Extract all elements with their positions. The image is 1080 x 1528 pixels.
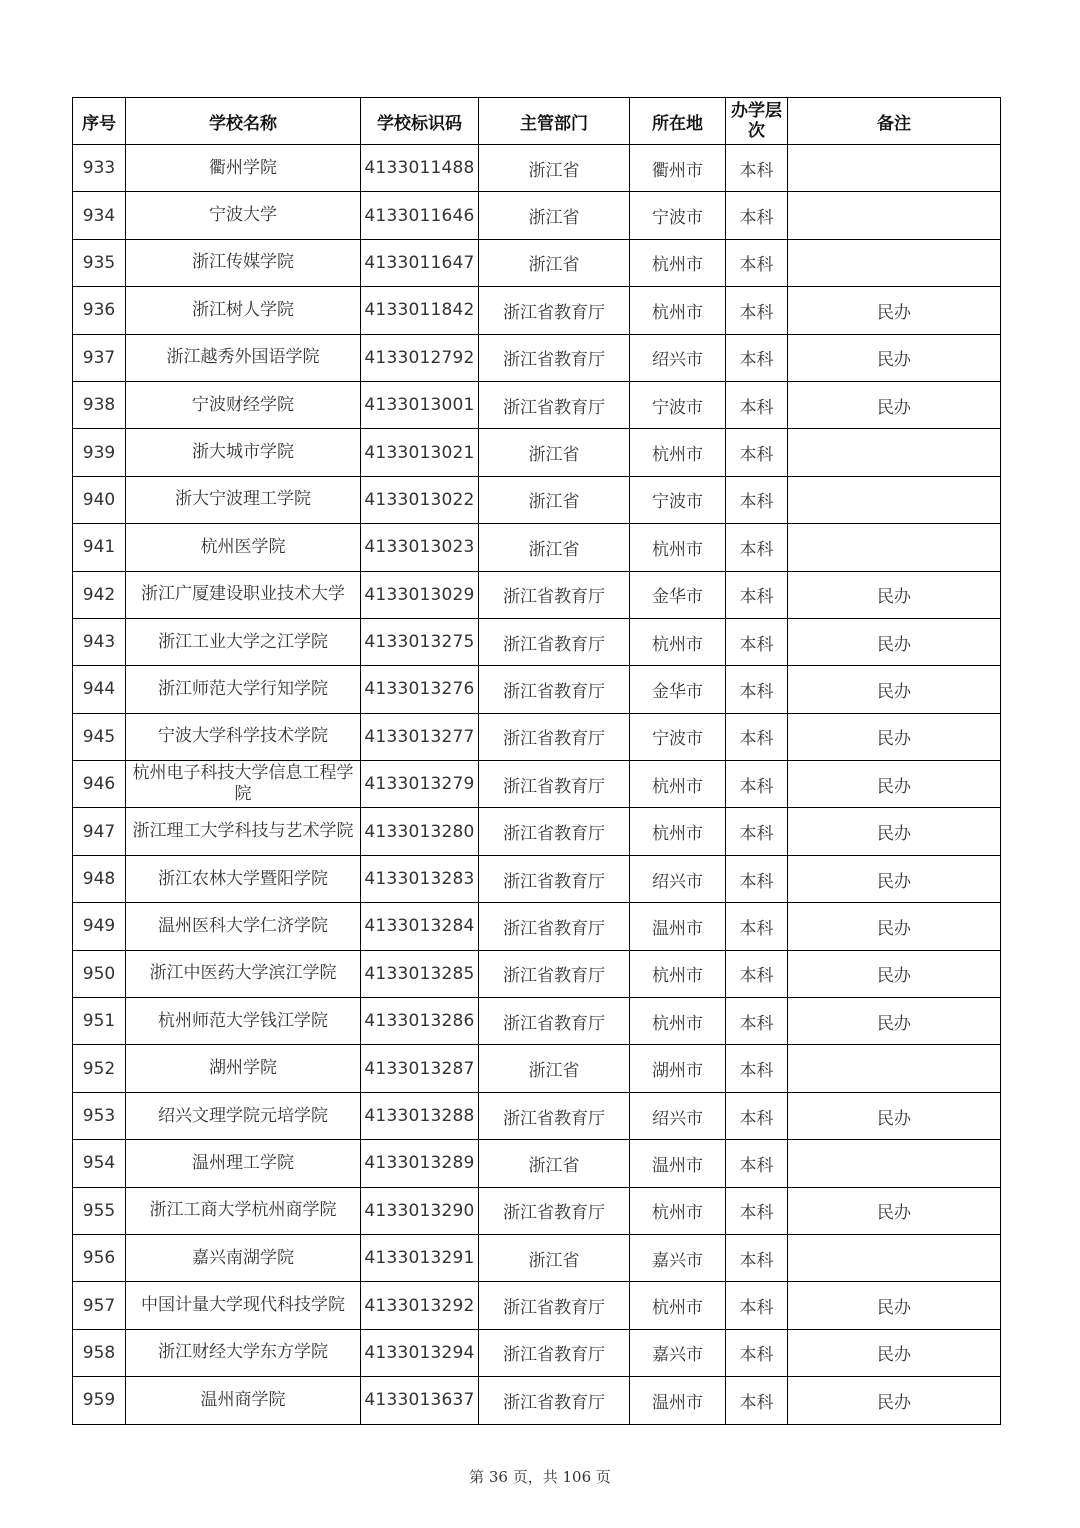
cell-level: 本科 — [726, 808, 788, 855]
cell-location: 杭州市 — [630, 1282, 726, 1329]
cell-remarks: 民办 — [788, 1377, 1001, 1424]
cell-remarks — [788, 476, 1001, 523]
cell-department: 浙江省教育厅 — [479, 1092, 630, 1139]
cell-level: 本科 — [726, 1377, 788, 1424]
header-level-label: 办学层次 — [731, 101, 782, 141]
cell-location: 杭州市 — [630, 429, 726, 476]
cell-location: 杭州市 — [630, 950, 726, 997]
cell-index: 935 — [73, 239, 126, 286]
table-row — [73, 713, 1001, 760]
cell-location: 绍兴市 — [630, 855, 726, 902]
cell-school-code: 4133013277 — [361, 713, 479, 760]
cell-school-name: 浙江财经大学东方学院 — [126, 1329, 361, 1376]
cell-department: 浙江省教育厅 — [479, 666, 630, 713]
page-footer: 第 36 页，共 106 页 — [469, 1468, 611, 1486]
cell-department: 浙江省教育厅 — [479, 713, 630, 760]
cell-school-name: 浙大宁波理工学院 — [126, 476, 361, 523]
cell-index: 941 — [73, 524, 126, 571]
cell-school-name: 浙大城市学院 — [126, 429, 361, 476]
cell-school-name: 中国计量大学现代科技学院 — [126, 1282, 361, 1329]
table-row — [73, 571, 1001, 618]
cell-school-code: 4133013294 — [361, 1329, 479, 1376]
table-row — [73, 950, 1001, 997]
header-school-name: 学校名称 — [126, 98, 361, 145]
cell-school-code: 4133013290 — [361, 1187, 479, 1234]
cell-index: 959 — [73, 1377, 126, 1424]
cell-department: 浙江省教育厅 — [479, 855, 630, 902]
cell-index: 948 — [73, 855, 126, 902]
cell-school-name: 嘉兴南湖学院 — [126, 1234, 361, 1281]
cell-school-name: 杭州电子科技大学信息工程学院 — [126, 761, 361, 808]
table-row — [73, 381, 1001, 428]
cell-department: 浙江省教育厅 — [479, 761, 630, 808]
cell-department: 浙江省教育厅 — [479, 950, 630, 997]
cell-remarks: 民办 — [788, 571, 1001, 618]
cell-school-name: 温州医科大学仁济学院 — [126, 903, 361, 950]
cell-school-name: 宁波大学 — [126, 192, 361, 239]
cell-school-name: 浙江中医药大学滨江学院 — [126, 950, 361, 997]
cell-level: 本科 — [726, 476, 788, 523]
cell-department: 浙江省教育厅 — [479, 1282, 630, 1329]
cell-location: 杭州市 — [630, 808, 726, 855]
cell-department: 浙江省 — [479, 239, 630, 286]
cell-index: 949 — [73, 903, 126, 950]
school-list-table — [72, 97, 1001, 1425]
cell-index: 958 — [73, 1329, 126, 1376]
cell-remarks: 民办 — [788, 808, 1001, 855]
header-remarks: 备注 — [788, 98, 1001, 145]
cell-location: 宁波市 — [630, 192, 726, 239]
table-row — [73, 239, 1001, 286]
cell-school-name: 宁波财经学院 — [126, 381, 361, 428]
cell-school-name: 浙江越秀外国语学院 — [126, 334, 361, 381]
table-row — [73, 1092, 1001, 1139]
table-row — [73, 1234, 1001, 1281]
cell-school-name: 杭州医学院 — [126, 524, 361, 571]
cell-level: 本科 — [726, 1140, 788, 1187]
cell-level: 本科 — [726, 429, 788, 476]
cell-level: 本科 — [726, 855, 788, 902]
cell-level: 本科 — [726, 903, 788, 950]
cell-department: 浙江省 — [479, 476, 630, 523]
cell-remarks: 民办 — [788, 903, 1001, 950]
cell-school-code: 4133013289 — [361, 1140, 479, 1187]
table-row — [73, 334, 1001, 381]
cell-school-name: 衢州学院 — [126, 145, 361, 192]
cell-location: 衢州市 — [630, 145, 726, 192]
cell-department: 浙江省 — [479, 192, 630, 239]
cell-school-name: 浙江理工大学科技与艺术学院 — [126, 808, 361, 855]
cell-index: 943 — [73, 618, 126, 665]
cell-level: 本科 — [726, 1234, 788, 1281]
cell-department: 浙江省教育厅 — [479, 334, 630, 381]
cell-department: 浙江省教育厅 — [479, 618, 630, 665]
table-row — [73, 1187, 1001, 1234]
cell-school-code: 4133013286 — [361, 998, 479, 1045]
cell-school-code: 4133013291 — [361, 1234, 479, 1281]
cell-school-name: 绍兴文理学院元培学院 — [126, 1092, 361, 1139]
cell-index: 953 — [73, 1092, 126, 1139]
cell-location: 绍兴市 — [630, 334, 726, 381]
cell-level: 本科 — [726, 192, 788, 239]
cell-remarks — [788, 145, 1001, 192]
cell-school-name: 浙江广厦建设职业技术大学 — [126, 571, 361, 618]
cell-school-code: 4133013284 — [361, 903, 479, 950]
cell-school-name: 湖州学院 — [126, 1045, 361, 1092]
cell-location: 宁波市 — [630, 476, 726, 523]
cell-index: 954 — [73, 1140, 126, 1187]
table-row — [73, 524, 1001, 571]
cell-location: 杭州市 — [630, 287, 726, 334]
cell-remarks — [788, 524, 1001, 571]
cell-location: 杭州市 — [630, 239, 726, 286]
cell-location: 嘉兴市 — [630, 1329, 726, 1376]
cell-department: 浙江省 — [479, 524, 630, 571]
cell-location: 金华市 — [630, 666, 726, 713]
cell-index: 939 — [73, 429, 126, 476]
cell-index: 950 — [73, 950, 126, 997]
cell-location: 金华市 — [630, 571, 726, 618]
cell-department: 浙江省 — [479, 1234, 630, 1281]
table-row — [73, 1282, 1001, 1329]
cell-department: 浙江省教育厅 — [479, 287, 630, 334]
cell-remarks — [788, 239, 1001, 286]
table-row — [73, 855, 1001, 902]
cell-index: 945 — [73, 713, 126, 760]
cell-level: 本科 — [726, 1092, 788, 1139]
cell-department: 浙江省教育厅 — [479, 1187, 630, 1234]
cell-school-code: 4133013275 — [361, 618, 479, 665]
cell-school-name: 浙江传媒学院 — [126, 239, 361, 286]
cell-remarks: 民办 — [788, 950, 1001, 997]
cell-level: 本科 — [726, 381, 788, 428]
cell-remarks — [788, 192, 1001, 239]
cell-school-code: 4133011646 — [361, 192, 479, 239]
cell-department: 浙江省教育厅 — [479, 1377, 630, 1424]
cell-level: 本科 — [726, 524, 788, 571]
cell-location: 宁波市 — [630, 381, 726, 428]
cell-location: 嘉兴市 — [630, 1234, 726, 1281]
cell-remarks: 民办 — [788, 1187, 1001, 1234]
cell-remarks: 民办 — [788, 761, 1001, 808]
cell-remarks: 民办 — [788, 381, 1001, 428]
header-school-code: 学校标识码 — [361, 98, 479, 145]
cell-location: 温州市 — [630, 1377, 726, 1424]
table-header — [73, 98, 1001, 145]
cell-department: 浙江省教育厅 — [479, 903, 630, 950]
table-row — [73, 1377, 1001, 1424]
cell-school-name: 浙江工商大学杭州商学院 — [126, 1187, 361, 1234]
cell-school-code: 4133011488 — [361, 145, 479, 192]
cell-remarks: 民办 — [788, 1329, 1001, 1376]
cell-department: 浙江省 — [479, 145, 630, 192]
table-row — [73, 761, 1001, 808]
cell-level: 本科 — [726, 239, 788, 286]
table-row — [73, 808, 1001, 855]
cell-remarks: 民办 — [788, 618, 1001, 665]
cell-school-code: 4133013021 — [361, 429, 479, 476]
cell-remarks: 民办 — [788, 713, 1001, 760]
table-row — [73, 903, 1001, 950]
cell-remarks: 民办 — [788, 334, 1001, 381]
table-row — [73, 1140, 1001, 1187]
cell-level: 本科 — [726, 618, 788, 665]
cell-index: 956 — [73, 1234, 126, 1281]
cell-remarks: 民办 — [788, 998, 1001, 1045]
cell-level: 本科 — [726, 761, 788, 808]
cell-remarks — [788, 1045, 1001, 1092]
header-index: 序号 — [73, 98, 126, 145]
cell-school-code: 4133013637 — [361, 1377, 479, 1424]
table-row — [73, 287, 1001, 334]
header-level — [726, 98, 788, 145]
cell-level: 本科 — [726, 1045, 788, 1092]
header-department: 主管部门 — [479, 98, 630, 145]
cell-school-code: 4133013029 — [361, 571, 479, 618]
cell-department: 浙江省教育厅 — [479, 381, 630, 428]
cell-location: 温州市 — [630, 903, 726, 950]
header-row — [73, 98, 1001, 145]
cell-school-name: 温州商学院 — [126, 1377, 361, 1424]
cell-level: 本科 — [726, 998, 788, 1045]
cell-index: 955 — [73, 1187, 126, 1234]
cell-remarks — [788, 429, 1001, 476]
cell-level: 本科 — [726, 287, 788, 334]
cell-school-code: 4133011647 — [361, 239, 479, 286]
cell-school-name: 浙江树人学院 — [126, 287, 361, 334]
cell-school-name: 温州理工学院 — [126, 1140, 361, 1187]
cell-department: 浙江省教育厅 — [479, 998, 630, 1045]
cell-location: 杭州市 — [630, 618, 726, 665]
cell-school-code: 4133013288 — [361, 1092, 479, 1139]
cell-school-code: 4133013023 — [361, 524, 479, 571]
cell-index: 944 — [73, 666, 126, 713]
table-row — [73, 618, 1001, 665]
cell-level: 本科 — [726, 666, 788, 713]
cell-index: 937 — [73, 334, 126, 381]
cell-index: 936 — [73, 287, 126, 334]
cell-index: 942 — [73, 571, 126, 618]
cell-school-code: 4133013285 — [361, 950, 479, 997]
cell-school-name: 浙江农林大学暨阳学院 — [126, 855, 361, 902]
cell-school-name: 浙江师范大学行知学院 — [126, 666, 361, 713]
cell-location: 宁波市 — [630, 713, 726, 760]
cell-school-code: 4133013280 — [361, 808, 479, 855]
cell-index: 938 — [73, 381, 126, 428]
cell-school-code: 4133013283 — [361, 855, 479, 902]
cell-department: 浙江省 — [479, 1140, 630, 1187]
cell-level: 本科 — [726, 713, 788, 760]
cell-remarks: 民办 — [788, 287, 1001, 334]
cell-index: 934 — [73, 192, 126, 239]
cell-level: 本科 — [726, 1282, 788, 1329]
cell-remarks: 民办 — [788, 1092, 1001, 1139]
cell-location: 杭州市 — [630, 1187, 726, 1234]
table-body — [73, 145, 1001, 1425]
cell-department: 浙江省教育厅 — [479, 1329, 630, 1376]
table-row — [73, 145, 1001, 192]
cell-location: 湖州市 — [630, 1045, 726, 1092]
cell-level: 本科 — [726, 1329, 788, 1376]
table-row — [73, 192, 1001, 239]
cell-school-code: 4133013287 — [361, 1045, 479, 1092]
table-row — [73, 998, 1001, 1045]
cell-level: 本科 — [726, 1187, 788, 1234]
table-row — [73, 429, 1001, 476]
cell-level: 本科 — [726, 334, 788, 381]
cell-index: 947 — [73, 808, 126, 855]
table-row — [73, 666, 1001, 713]
cell-school-code: 4133012792 — [361, 334, 479, 381]
cell-school-code: 4133013001 — [361, 381, 479, 428]
cell-index: 940 — [73, 476, 126, 523]
cell-index: 952 — [73, 1045, 126, 1092]
cell-location: 温州市 — [630, 1140, 726, 1187]
cell-location: 杭州市 — [630, 524, 726, 571]
cell-index: 957 — [73, 1282, 126, 1329]
cell-school-code: 4133013276 — [361, 666, 479, 713]
table-row — [73, 476, 1001, 523]
cell-remarks: 民办 — [788, 1282, 1001, 1329]
cell-index: 951 — [73, 998, 126, 1045]
cell-department: 浙江省教育厅 — [479, 571, 630, 618]
cell-department: 浙江省教育厅 — [479, 808, 630, 855]
table-row — [73, 1045, 1001, 1092]
cell-school-name: 浙江工业大学之江学院 — [126, 618, 361, 665]
cell-school-code: 4133013022 — [361, 476, 479, 523]
cell-location: 杭州市 — [630, 998, 726, 1045]
table-row — [73, 1329, 1001, 1376]
cell-remarks — [788, 1234, 1001, 1281]
cell-department: 浙江省 — [479, 1045, 630, 1092]
cell-remarks: 民办 — [788, 666, 1001, 713]
cell-level: 本科 — [726, 571, 788, 618]
cell-school-name: 宁波大学科学技术学院 — [126, 713, 361, 760]
header-location: 所在地 — [630, 98, 726, 145]
cell-school-code: 4133013292 — [361, 1282, 479, 1329]
cell-school-code: 4133011842 — [361, 287, 479, 334]
cell-school-code: 4133013279 — [361, 761, 479, 808]
cell-location: 杭州市 — [630, 761, 726, 808]
cell-remarks: 民办 — [788, 855, 1001, 902]
cell-department: 浙江省 — [479, 429, 630, 476]
cell-index: 933 — [73, 145, 126, 192]
cell-level: 本科 — [726, 145, 788, 192]
cell-remarks — [788, 1140, 1001, 1187]
cell-location: 绍兴市 — [630, 1092, 726, 1139]
cell-school-name: 杭州师范大学钱江学院 — [126, 998, 361, 1045]
cell-level: 本科 — [726, 950, 788, 997]
cell-index: 946 — [73, 761, 126, 808]
